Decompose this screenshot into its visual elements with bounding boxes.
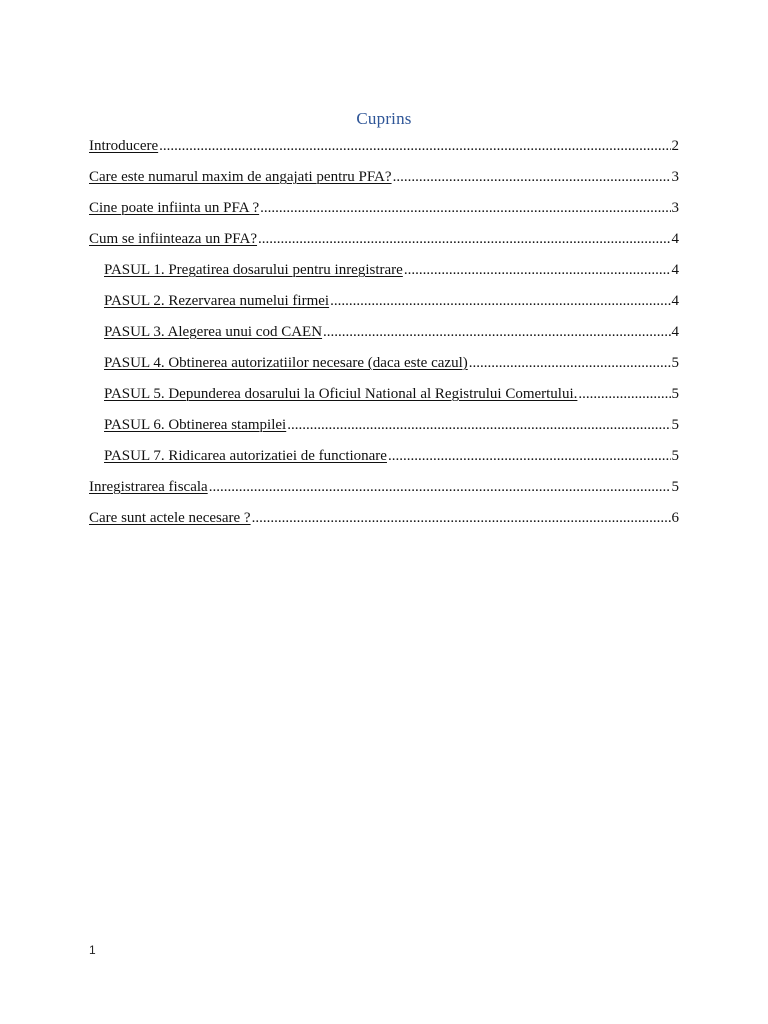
toc-entry-page: 4	[671, 293, 679, 309]
toc-entry-text: Inregistrarea fiscala	[89, 479, 208, 495]
toc-entry-numar-angajati[interactable]	[89, 167, 679, 198]
toc-entry-text: PASUL 4. Obtinerea autorizatiilor necesare (daca este cazul)	[104, 355, 468, 371]
toc-entry-text: Cine poate infiinta un PFA ?	[89, 200, 260, 216]
toc-entry-inregistrarea-fiscala[interactable]	[89, 477, 679, 508]
table-of-contents	[89, 136, 679, 539]
toc-entry-text: Cum se infiinteaza un PFA?	[89, 231, 258, 247]
toc-entry-page: 3	[671, 200, 679, 216]
toc-entry-introducere[interactable]	[89, 136, 679, 167]
toc-dot-leader	[159, 136, 670, 156]
toc-entry-page: 5	[671, 355, 679, 371]
toc-entry-text: PASUL 6. Obtinerea stampilei	[104, 417, 287, 433]
toc-dot-leader	[469, 353, 671, 373]
toc-dot-leader	[578, 384, 670, 404]
toc-entry-page: 4	[671, 262, 679, 278]
toc-entry-pasul-3[interactable]	[89, 322, 679, 353]
toc-entry-pasul-2[interactable]	[89, 291, 679, 322]
toc-entry-text: Care sunt actele necesare ?	[89, 510, 251, 526]
toc-title: Cuprins	[356, 109, 412, 128]
toc-entry-pasul-7[interactable]	[89, 446, 679, 477]
toc-entry-text: PASUL 1. Pregatirea dosarului pentru inregistrare	[104, 262, 403, 278]
toc-entry-text: Care este numarul maxim de angajati pentru PFA?	[89, 169, 392, 185]
toc-entry-text: Introducere	[89, 138, 159, 154]
toc-entry-text: PASUL 2. Rezervarea numelui firmei	[104, 293, 330, 309]
toc-dot-leader	[287, 415, 670, 435]
toc-entry-page: 5	[671, 417, 679, 433]
toc-entry-pasul-5[interactable]	[89, 384, 679, 415]
toc-entry-cine-poate[interactable]	[89, 198, 679, 229]
toc-entry-page: 5	[671, 479, 679, 495]
toc-dot-leader	[330, 291, 670, 311]
toc-entry-page: 4	[671, 231, 679, 247]
toc-dot-leader	[388, 446, 671, 466]
toc-entry-page: 6	[671, 510, 679, 526]
toc-entry-text: PASUL 5. Depunderea dosarului la Oficiul National al Registrului Comertului.	[104, 386, 578, 402]
toc-entry-pasul-1[interactable]	[89, 260, 679, 291]
toc-entry-page: 5	[671, 448, 679, 464]
toc-entry-text: PASUL 7. Ridicarea autorizatiei de functionare	[104, 448, 387, 464]
toc-dot-leader	[260, 198, 670, 218]
toc-entry-page: 3	[671, 169, 679, 185]
toc-entry-page: 2	[671, 138, 679, 154]
page-number: 1	[89, 943, 96, 957]
toc-dot-leader	[258, 229, 670, 249]
toc-dot-leader	[252, 508, 671, 528]
toc-entry-pasul-6[interactable]	[89, 415, 679, 446]
toc-entry-text: PASUL 3. Alegerea unui cod CAEN	[104, 324, 323, 340]
toc-entry-cum-se-infiinteaza[interactable]	[89, 229, 679, 260]
toc-entry-page: 5	[671, 386, 679, 402]
toc-dot-leader	[209, 477, 671, 497]
toc-entry-page: 4	[671, 324, 679, 340]
toc-dot-leader	[323, 322, 670, 342]
toc-dot-leader	[404, 260, 671, 280]
toc-entry-acte-necesare[interactable]	[89, 508, 679, 539]
toc-entry-pasul-4[interactable]	[89, 353, 679, 384]
toc-dot-leader	[393, 167, 671, 187]
